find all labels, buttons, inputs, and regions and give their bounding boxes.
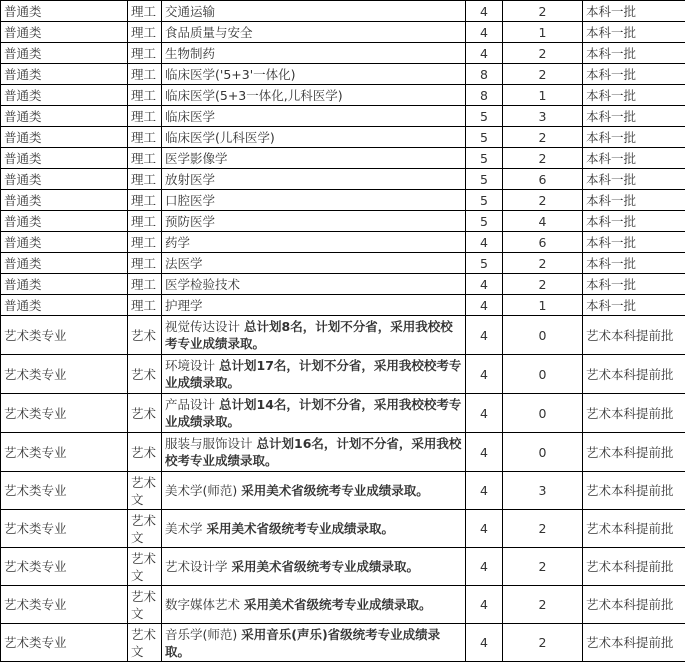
years-cell: 5: [466, 190, 503, 211]
major-note: 总计划16名，计划不分省，采用我校校考专业成绩录取。: [165, 436, 462, 468]
major-cell: [162, 586, 466, 624]
plan-count-cell: 2: [503, 253, 583, 274]
major-cell: [162, 510, 466, 548]
category-cell: 普通类: [1, 295, 128, 316]
batch-cell: 本科一批: [583, 106, 685, 127]
plan-count-cell: 2: [503, 624, 583, 662]
plan-count-cell: 1: [503, 295, 583, 316]
subject-field-cell: 理工: [128, 1, 162, 22]
category-cell: 普通类: [1, 85, 128, 106]
table-row: [1, 43, 685, 64]
years-cell: 4: [466, 274, 503, 295]
subject-field-cell: 理工: [128, 85, 162, 106]
major-cell: [162, 148, 466, 169]
table-row: [1, 433, 685, 472]
subject-field-cell: 艺术文: [128, 510, 162, 548]
major-note: 采用美术省级统考专业成绩录取。: [231, 559, 420, 574]
major-cell: [162, 64, 466, 85]
subject-field-cell: 艺术文: [128, 548, 162, 586]
subject-field-cell: 理工: [128, 211, 162, 232]
major-note: 总计划14名，计划不分省，采用我校校考专业成绩录取。: [165, 397, 462, 429]
major-name: 美术学: [165, 521, 203, 536]
major-name: 临床医学('5+3'一体化): [165, 66, 296, 82]
subject-field-cell: 理工: [128, 232, 162, 253]
table-row: [1, 169, 685, 190]
years-cell: 4: [466, 1, 503, 22]
batch-cell: 艺术本科提前批: [583, 316, 685, 355]
category-cell: 普通类: [1, 169, 128, 190]
category-cell: 普通类: [1, 274, 128, 295]
table-row: [1, 472, 685, 510]
table-row: [1, 274, 685, 295]
major-cell: [162, 355, 466, 394]
subject-field-cell: 理工: [128, 274, 162, 295]
batch-cell: 艺术本科提前批: [583, 433, 685, 472]
subject-field-cell: 理工: [128, 22, 162, 43]
years-cell: 4: [466, 22, 503, 43]
years-cell: 4: [466, 316, 503, 355]
years-cell: 8: [466, 64, 503, 85]
major-name: 生物制药: [165, 45, 216, 61]
major-note: 总计划8名，计划不分省，采用我校校考专业成绩录取。: [165, 319, 453, 351]
table-row: [1, 355, 685, 394]
category-cell: 普通类: [1, 232, 128, 253]
plan-count-cell: 1: [503, 22, 583, 43]
major-cell: [162, 43, 466, 64]
table-row: [1, 624, 685, 662]
years-cell: 4: [466, 472, 503, 510]
major-name: 医学影像学: [165, 150, 228, 166]
plan-count-cell: 0: [503, 394, 583, 433]
category-cell: 艺术类专业: [1, 472, 128, 510]
batch-cell: 本科一批: [583, 148, 685, 169]
major-cell: [162, 85, 466, 106]
major-note: 采用美术省级统考专业成绩录取。: [241, 483, 429, 498]
plan-count-cell: 2: [503, 586, 583, 624]
table-row: [1, 316, 685, 355]
years-cell: 4: [466, 624, 503, 662]
major-cell: [162, 106, 466, 127]
years-cell: 5: [466, 106, 503, 127]
plan-count-cell: 4: [503, 211, 583, 232]
category-cell: 普通类: [1, 211, 128, 232]
table-row: [1, 1, 685, 22]
plan-count-cell: 2: [503, 274, 583, 295]
plan-count-cell: 0: [503, 433, 583, 472]
major-name: 产品设计: [165, 397, 216, 412]
major-note: 采用音乐(声乐)省级统考专业成绩录取。: [165, 626, 441, 659]
major-cell: [162, 211, 466, 232]
major-cell: [162, 253, 466, 274]
major-name: 护理学: [165, 297, 203, 313]
major-cell: [162, 548, 466, 586]
major-name: 放射医学: [165, 171, 216, 187]
subject-field-cell: 理工: [128, 64, 162, 85]
years-cell: 4: [466, 355, 503, 394]
subject-field-cell: 理工: [128, 253, 162, 274]
subject-field-cell: 理工: [128, 190, 162, 211]
batch-cell: 本科一批: [583, 274, 685, 295]
batch-cell: 本科一批: [583, 1, 685, 22]
table-row: [1, 253, 685, 274]
plan-count-cell: 2: [503, 510, 583, 548]
plan-count-cell: 2: [503, 64, 583, 85]
subject-field-cell: 理工: [128, 43, 162, 64]
table-row: [1, 510, 685, 548]
batch-cell: 本科一批: [583, 232, 685, 253]
batch-cell: 本科一批: [583, 211, 685, 232]
years-cell: 4: [466, 510, 503, 548]
subject-field-cell: 艺术: [128, 433, 162, 472]
category-cell: 艺术类专业: [1, 586, 128, 624]
subject-field-cell: 艺术文: [128, 586, 162, 624]
major-cell: [162, 295, 466, 316]
subject-field-cell: 艺术文: [128, 624, 162, 662]
major-cell: [162, 472, 466, 510]
major-cell: [162, 169, 466, 190]
plan-count-cell: 3: [503, 472, 583, 510]
major-cell: [162, 274, 466, 295]
category-cell: 普通类: [1, 127, 128, 148]
batch-cell: 本科一批: [583, 85, 685, 106]
major-cell: [162, 433, 466, 472]
table-row: [1, 190, 685, 211]
category-cell: 艺术类专业: [1, 624, 128, 662]
plan-count-cell: 0: [503, 316, 583, 355]
subject-field-cell: 理工: [128, 106, 162, 127]
batch-cell: 艺术本科提前批: [583, 472, 685, 510]
years-cell: 5: [466, 253, 503, 274]
major-name: 药学: [165, 234, 191, 250]
major-cell: [162, 22, 466, 43]
years-cell: 4: [466, 43, 503, 64]
batch-cell: 本科一批: [583, 43, 685, 64]
table-body: [1, 1, 685, 662]
major-name: 法医学: [165, 255, 203, 271]
table-row: [1, 232, 685, 253]
years-cell: 4: [466, 433, 503, 472]
plan-count-cell: 6: [503, 232, 583, 253]
subject-field-cell: 艺术: [128, 355, 162, 394]
batch-cell: 本科一批: [583, 64, 685, 85]
major-cell: [162, 190, 466, 211]
plan-count-cell: 0: [503, 355, 583, 394]
category-cell: 艺术类专业: [1, 316, 128, 355]
table-row: [1, 106, 685, 127]
plan-count-cell: 2: [503, 43, 583, 64]
batch-cell: 本科一批: [583, 22, 685, 43]
category-cell: 普通类: [1, 43, 128, 64]
table-row: [1, 22, 685, 43]
major-name: 数字媒体艺术: [165, 597, 241, 612]
years-cell: 4: [466, 232, 503, 253]
batch-cell: 本科一批: [583, 295, 685, 316]
major-cell: [162, 316, 466, 355]
major-name: 美术学(师范): [165, 483, 238, 498]
batch-cell: 本科一批: [583, 190, 685, 211]
table-row: [1, 211, 685, 232]
major-name: 音乐学(师范): [165, 626, 238, 642]
years-cell: 5: [466, 127, 503, 148]
years-cell: 4: [466, 586, 503, 624]
plan-count-cell: 2: [503, 548, 583, 586]
years-cell: 8: [466, 85, 503, 106]
plan-count-cell: 1: [503, 85, 583, 106]
batch-cell: 艺术本科提前批: [583, 510, 685, 548]
category-cell: 艺术类专业: [1, 510, 128, 548]
years-cell: 5: [466, 148, 503, 169]
plan-count-cell: 2: [503, 1, 583, 22]
years-cell: 4: [466, 394, 503, 433]
major-note: 采用美术省级统考专业成绩录取。: [206, 521, 395, 536]
batch-cell: 艺术本科提前批: [583, 394, 685, 433]
major-name: 临床医学(儿科医学): [165, 129, 275, 145]
plan-count-cell: 2: [503, 127, 583, 148]
category-cell: 普通类: [1, 106, 128, 127]
major-name: 交通运输: [165, 3, 216, 19]
years-cell: 5: [466, 169, 503, 190]
plan-count-cell: 2: [503, 148, 583, 169]
major-name: 临床医学: [165, 108, 216, 124]
category-cell: 艺术类专业: [1, 433, 128, 472]
category-cell: 普通类: [1, 1, 128, 22]
subject-field-cell: 艺术文: [128, 472, 162, 510]
category-cell: 普通类: [1, 64, 128, 85]
major-note: 采用美术省级统考专业成绩录取。: [244, 597, 432, 612]
category-cell: 普通类: [1, 190, 128, 211]
major-name: 服装与服饰设计: [165, 436, 253, 451]
major-name: 医学检验技术: [165, 276, 241, 292]
years-cell: 4: [466, 548, 503, 586]
batch-cell: 本科一批: [583, 127, 685, 148]
table-row: [1, 586, 685, 624]
category-cell: 艺术类专业: [1, 355, 128, 394]
batch-cell: 艺术本科提前批: [583, 355, 685, 394]
category-cell: 普通类: [1, 22, 128, 43]
table-row: [1, 127, 685, 148]
batch-cell: 艺术本科提前批: [583, 548, 685, 586]
major-name: 视觉传达设计: [165, 319, 241, 334]
subject-field-cell: 艺术: [128, 316, 162, 355]
table-row: [1, 85, 685, 106]
major-cell: [162, 624, 466, 662]
major-name: 口腔医学: [165, 192, 216, 208]
category-cell: 普通类: [1, 148, 128, 169]
plan-count-cell: 2: [503, 190, 583, 211]
major-name: 环境设计: [165, 358, 216, 373]
table-row: [1, 148, 685, 169]
category-cell: 普通类: [1, 253, 128, 274]
major-cell: [162, 394, 466, 433]
major-name: 预防医学: [165, 213, 216, 229]
plan-count-cell: 6: [503, 169, 583, 190]
major-note: 总计划17名，计划不分省，采用我校校考专业成绩录取。: [165, 358, 462, 390]
batch-cell: 本科一批: [583, 253, 685, 274]
batch-cell: 本科一批: [583, 169, 685, 190]
major-name: 食品质量与安全: [165, 24, 253, 40]
table-row: [1, 64, 685, 85]
years-cell: 5: [466, 211, 503, 232]
subject-field-cell: 理工: [128, 127, 162, 148]
years-cell: 4: [466, 295, 503, 316]
table-row: [1, 394, 685, 433]
major-name: 临床医学(5+3一体化,儿科医学): [165, 87, 343, 103]
subject-field-cell: 理工: [128, 169, 162, 190]
major-cell: [162, 232, 466, 253]
batch-cell: 艺术本科提前批: [583, 586, 685, 624]
batch-cell: 艺术本科提前批: [583, 624, 685, 662]
subject-field-cell: 艺术: [128, 394, 162, 433]
table-row: [1, 295, 685, 316]
subject-field-cell: 理工: [128, 148, 162, 169]
major-cell: [162, 127, 466, 148]
category-cell: 艺术类专业: [1, 394, 128, 433]
subject-field-cell: 理工: [128, 295, 162, 316]
category-cell: 艺术类专业: [1, 548, 128, 586]
major-cell: [162, 1, 466, 22]
plan-count-cell: 3: [503, 106, 583, 127]
major-name: 艺术设计学: [165, 559, 228, 574]
table-row: [1, 548, 685, 586]
